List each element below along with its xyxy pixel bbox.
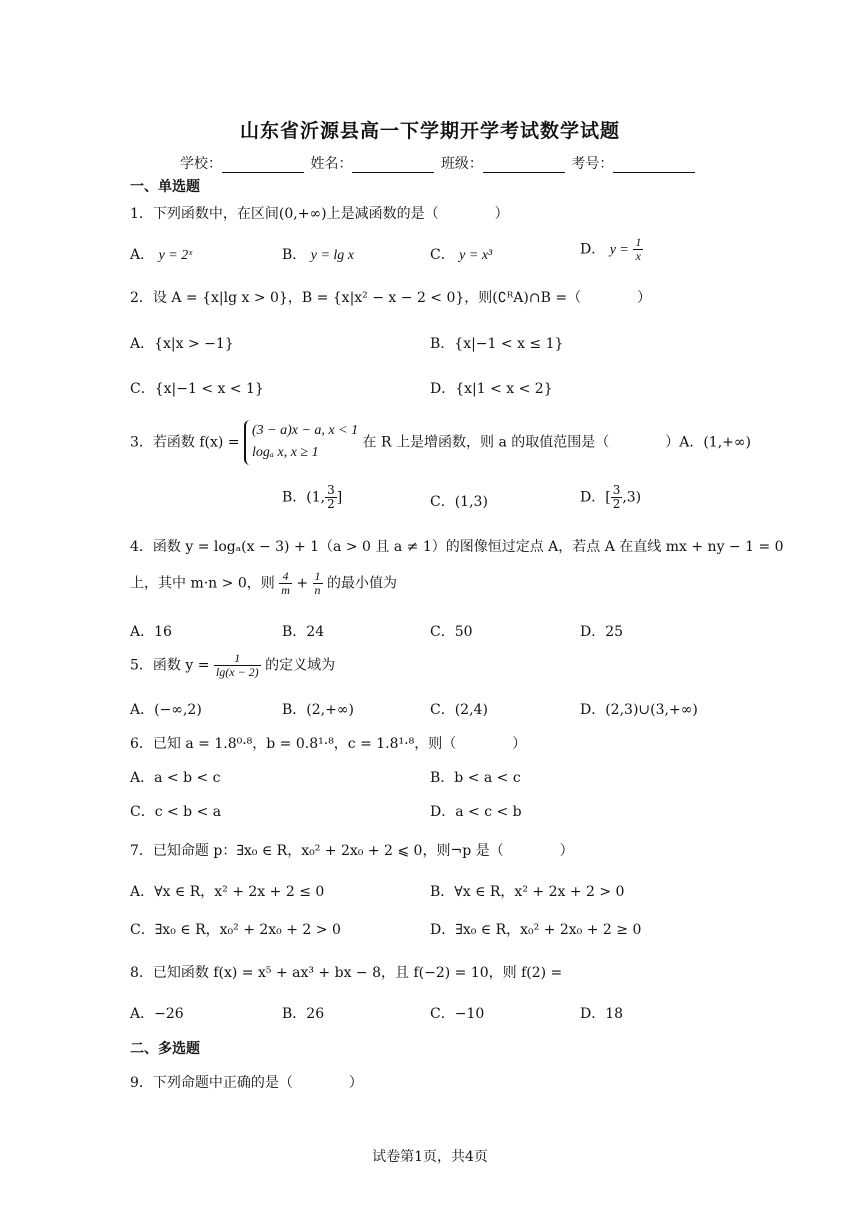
q6-option-c: C．c < b < a bbox=[130, 804, 222, 820]
q5-option-a: A．(−∞,2) bbox=[130, 702, 202, 718]
q3-d-numerator: 3 bbox=[612, 483, 621, 497]
q1-a-label: A． bbox=[130, 247, 155, 263]
q3-b-pre: B．(1, bbox=[282, 489, 326, 506]
q8-option-c: C．−10 bbox=[430, 1006, 485, 1022]
q2-option-a: A．{x|x > −1} bbox=[130, 336, 234, 352]
q3-b-denominator: 2 bbox=[327, 497, 335, 512]
name-blank bbox=[352, 158, 434, 173]
q1-option-b bbox=[282, 244, 354, 264]
q1-d-label: D． bbox=[580, 241, 606, 258]
q7-option-a: A．∀x ∈ R，x² + 2x + 2 ≤ 0 bbox=[130, 884, 325, 900]
q1-c-math: y = x³ bbox=[459, 248, 493, 263]
q6-option-b: B．b < a < c bbox=[430, 770, 521, 786]
number-blank bbox=[613, 158, 695, 173]
q1-b-math: y = lg x bbox=[310, 248, 355, 263]
class-label: 班级： bbox=[440, 156, 483, 172]
q2-option-c: C．{x|−1 < x < 1} bbox=[130, 381, 264, 397]
q4-frac1-den: m bbox=[281, 583, 290, 598]
q3-option-b bbox=[282, 484, 342, 511]
q1-option-a bbox=[130, 244, 192, 264]
q5-denominator: lg(x − 2) bbox=[215, 665, 259, 680]
q4-frac2-num: 1 bbox=[314, 569, 321, 583]
q5-post: 的定义域为 bbox=[265, 657, 336, 674]
q1-option-c bbox=[430, 244, 492, 264]
q7-option-b: B．∀x ∈ R，x² + 2x + 2 > 0 bbox=[430, 884, 625, 900]
student-info bbox=[180, 153, 697, 173]
q1-b-label: B． bbox=[282, 247, 307, 263]
q4-option-c: C．50 bbox=[430, 624, 473, 640]
q9-stem: 9．下列命题中正确的是（ ） bbox=[130, 1075, 363, 1091]
school-blank bbox=[222, 158, 304, 173]
q8-option-b: B．26 bbox=[282, 1006, 325, 1022]
q7-stem: 7．已知命题 p：∃x₀ ∈ R，x₀² + 2x₀ + 2 ⩽ 0，则¬p 是（ ） bbox=[130, 843, 574, 859]
q4-option-d: D．25 bbox=[580, 624, 624, 640]
q3-d-end: ,3) bbox=[622, 489, 642, 506]
q3-option-d bbox=[580, 484, 641, 511]
q6-option-d: D．a < c < b bbox=[430, 804, 522, 820]
q7-option-d: D．∃x₀ ∈ R，x₀² + 2x₀ + 2 ≥ 0 bbox=[430, 922, 642, 938]
class-blank bbox=[483, 158, 565, 173]
q3-b-numerator: 3 bbox=[327, 483, 335, 497]
q5-option-c: C．(2,4) bbox=[430, 702, 488, 718]
name-label: 姓名： bbox=[310, 156, 353, 172]
number-label: 考号： bbox=[571, 156, 614, 172]
q1-d-pre: y = bbox=[609, 242, 629, 258]
q1-option-d bbox=[580, 236, 643, 263]
q3-b-end: ] bbox=[336, 489, 343, 506]
q3-d-denominator: 2 bbox=[612, 497, 621, 512]
q6-stem: 6．已知 a = 1.8⁰·⁸，b = 0.8¹·⁸，c = 1.8¹·⁸，则（ ） bbox=[130, 736, 527, 752]
q5-option-d: D．(2,3)∪(3,+∞) bbox=[580, 702, 698, 718]
q3-pre: 3．若函数 f(x) = bbox=[130, 434, 240, 451]
q8-option-a: A．−26 bbox=[130, 1006, 184, 1022]
q2-option-d: D．{x|1 < x < 2} bbox=[430, 381, 553, 397]
q4-frac2-den: n bbox=[314, 583, 321, 598]
q5-numerator: 1 bbox=[214, 652, 261, 666]
page-title: 山东省沂源县高一下学期开学考试数学试题 bbox=[239, 120, 620, 142]
section-multi-choice: 二、多选题 bbox=[130, 1041, 200, 1057]
school-label: 学校： bbox=[180, 156, 222, 172]
q4-plus: + bbox=[296, 575, 309, 592]
q4-post: 的最小值为 bbox=[326, 575, 397, 592]
q5-pre: 5．函数 y = bbox=[130, 657, 210, 674]
q1-c-label: C． bbox=[430, 247, 455, 263]
q1-a-math: y = 2ˣ bbox=[158, 248, 193, 263]
q2-option-b: B．{x|−1 < x ≤ 1} bbox=[430, 336, 564, 352]
q1-stem: 1．下列函数中，在区间(0,+∞)上是减函数的是（ ） bbox=[130, 206, 509, 222]
q1-d-numerator: 1 bbox=[635, 235, 642, 249]
q3-d-pre: D．[ bbox=[580, 489, 611, 506]
q5-option-b: B．(2,+∞) bbox=[282, 702, 354, 718]
q4-stem-2 bbox=[130, 570, 397, 597]
q3-option-c: C．(1,3) bbox=[430, 494, 488, 510]
q3-stem bbox=[130, 420, 751, 465]
q5-stem bbox=[130, 652, 335, 679]
q8-option-d: D．18 bbox=[580, 1006, 624, 1022]
q4-option-b: B．24 bbox=[282, 624, 325, 640]
section-single-choice: 一、单选题 bbox=[130, 179, 200, 195]
q7-option-c: C．∃x₀ ∈ R，x₀² + 2x₀ + 2 > 0 bbox=[130, 922, 341, 938]
q3-piecewise bbox=[244, 420, 358, 465]
q4-pre: 上，其中 m·n > 0，则 bbox=[130, 575, 275, 592]
q2-stem: 2．设 A = {x|lg x > 0}，B = {x|x² − x − 2 < 0}，则(∁ᴿA)∩B =（ ） bbox=[130, 290, 652, 306]
q6-option-a: A．a < b < c bbox=[130, 770, 221, 786]
page-footer: 试卷第1页，共4页 bbox=[372, 1149, 488, 1165]
q4-option-a: A．16 bbox=[130, 624, 172, 640]
q3-post: 在 R 上是增函数，则 a 的取值范围是（ ）A．(1,+∞) bbox=[362, 434, 752, 451]
q4-stem: 4．函数 y = logₐ(x − 3) + 1（a > 0 且 a ≠ 1）的图像恒过定点 A，若点 A 在直线 mx + ny − 1 = 0 bbox=[130, 539, 784, 555]
q3-row2: logₐ x, x ≥ 1 bbox=[252, 445, 319, 461]
q8-stem: 8．已知函数 f(x) = x⁵ + ax³ + bx − 8，且 f(−2) = 10，则 f(2) = bbox=[130, 965, 563, 981]
q4-frac1-num: 4 bbox=[279, 570, 292, 584]
q1-d-denominator: x bbox=[635, 249, 641, 264]
q3-row1: (3 − a)x − a, x < 1 bbox=[252, 423, 359, 438]
